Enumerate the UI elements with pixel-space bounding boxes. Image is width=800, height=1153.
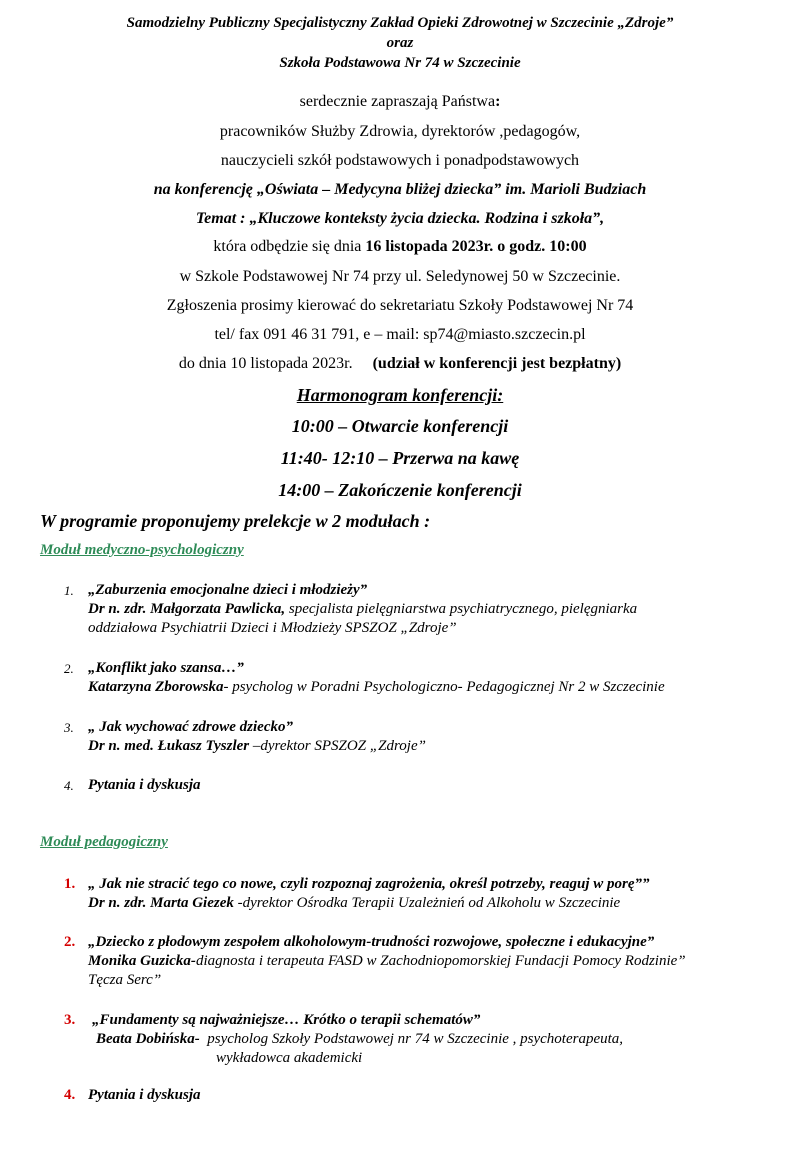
speaker-role: specjalista pielęgniarstwa psychiatrycznego, pielęgniarka [285, 601, 638, 617]
lecture-title: „Konflikt jako szansa…” [88, 660, 244, 676]
list-item [64, 718, 426, 756]
program-intro: W programie proponujemy prelekcje w 2 modułach : [40, 511, 431, 531]
lecture-title: „Zaburzenia emocjonalne dzieci i młodzieży” [88, 582, 368, 598]
item-number: 2. [64, 661, 74, 676]
lecture-title: „ Jak nie stracić tego co nowe, czyli rozpoznaj zagrożenia, określ potrzeby, reaguj w porę”” [88, 876, 650, 892]
list-item [64, 933, 686, 990]
item-number: 4. [64, 1087, 76, 1103]
module-2-heading: Moduł pedagogiczny [40, 834, 168, 850]
item-number: 3. [64, 720, 74, 735]
speaker-role: - psycholog w Poradni Psychologiczno- Pedagogicznej Nr 2 w Szczecinie [223, 679, 665, 695]
invite-line-1 [0, 93, 800, 111]
item-number: 2. [64, 934, 76, 950]
lecture-title: Pytania i dyskusja [88, 777, 201, 793]
date-prefix: która odbędzie się dnia [213, 238, 366, 255]
list-item [64, 581, 637, 638]
schedule-item: 14:00 – Zakończenie konferencji [278, 480, 522, 500]
list-item [64, 776, 201, 795]
conference-location: w Szkole Podstawowej Nr 74 przy ul. Seledynowej 50 w Szczecinie. [179, 268, 621, 285]
speaker-role: -dyrektor Ośrodka Terapii Uzależnień od Alkoholu w Szczecinie [233, 895, 621, 911]
item-number: 3. [64, 1012, 76, 1028]
speaker-name: Dr n. med. Łukasz Tyszler [88, 738, 250, 754]
free-participation: (udział w konferencji jest bezpłatny) [372, 355, 622, 372]
deadline [0, 355, 800, 373]
deadline-date: do dnia 10 listopada 2023r. [178, 355, 373, 372]
schedule-title: Harmonogram konferencji: [296, 385, 504, 405]
and-word: oraz [386, 35, 414, 51]
organizer-1: Samodzielny Publiczny Specjalistyczny Zakład Opieki Zdrowotnej w Szczecinie „Zdroje” [126, 15, 674, 31]
contact-info: tel/ fax 091 46 31 791, e – mail: sp74@miasto.szczecin.pl [214, 326, 586, 343]
invite-text: serdecznie zapraszają Państwa [299, 93, 496, 110]
invite-colon: : [495, 93, 501, 110]
speaker-role-cont: Tęcza Serc” [88, 972, 162, 988]
conference-topic: Temat : „Kluczowe konteksty życia dziecka. Rodzina i szkoła”, [195, 210, 605, 227]
organizer-2: Szkoła Podstawowa Nr 74 w Szczecinie [279, 55, 521, 71]
speaker-name: Dr n. zdr. Małgorzata Pawlicka, [88, 601, 286, 617]
lecture-title: „Dziecko z płodowym zespołem alkoholowym-trudności rozwojowe, społeczne i edukacyjne” [88, 934, 655, 950]
registration-info: Zgłoszenia prosimy kierować do sekretariatu Szkoły Podstawowej Nr 74 [166, 297, 634, 314]
item-number: 1. [64, 583, 74, 598]
list-item [64, 1011, 623, 1068]
lecture-title: „Fundamenty są najważniejsze… Krótko o terapii schematów” [92, 1012, 481, 1028]
speaker-name: Dr n. zdr. Marta Giezek [88, 895, 234, 911]
lecture-title: „ Jak wychować zdrowe dziecko” [88, 719, 293, 735]
speaker-name: Katarzyna Zborowska [88, 679, 224, 695]
item-number: 1. [64, 876, 76, 892]
list-item [64, 875, 650, 913]
speaker-name: Monika Guzicka- [88, 953, 196, 969]
conference-date [0, 238, 800, 256]
item-number: 4. [64, 778, 74, 793]
schedule-item: 10:00 – Otwarcie konferencji [291, 416, 509, 436]
list-item [64, 659, 665, 697]
speaker-role: –dyrektor SPSZOZ „Zdroje” [249, 738, 426, 754]
speaker-role: psycholog Szkoły Podstawowej nr 74 w Szczecinie , psychoterapeuta, [199, 1031, 624, 1047]
conference-name: na konferencję „Oświata – Medycyna bliżej dziecka” im. Marioli Budziach [153, 181, 647, 198]
invite-line-3: nauczycieli szkół podstawowych i ponadpodstawowych [220, 152, 580, 169]
invite-line-2: pracowników Służby Zdrowia, dyrektorów ,pedagogów, [219, 123, 581, 140]
date-bold: 16 listopada 2023r. o godz. 10:00 [365, 238, 587, 255]
lecture-title: Pytania i dyskusja [88, 1087, 201, 1103]
schedule-item: 11:40- 12:10 – Przerwa na kawę [280, 448, 520, 468]
speaker-role-cont: wykładowca akademicki [216, 1050, 363, 1066]
module-1-heading: Moduł medyczno-psychologiczny [40, 542, 244, 558]
speaker-role-cont: oddziałowa Psychiatrii Dzieci i Młodzieży SPSZOZ „Zdroje” [88, 620, 457, 636]
list-item [64, 1086, 201, 1105]
speaker-role: diagnosta i terapeuta FASD w Zachodniopomorskiej Fundacji Pomocy Rodzinie” [195, 953, 686, 969]
speaker-name: Beata Dobińska- [96, 1031, 200, 1047]
